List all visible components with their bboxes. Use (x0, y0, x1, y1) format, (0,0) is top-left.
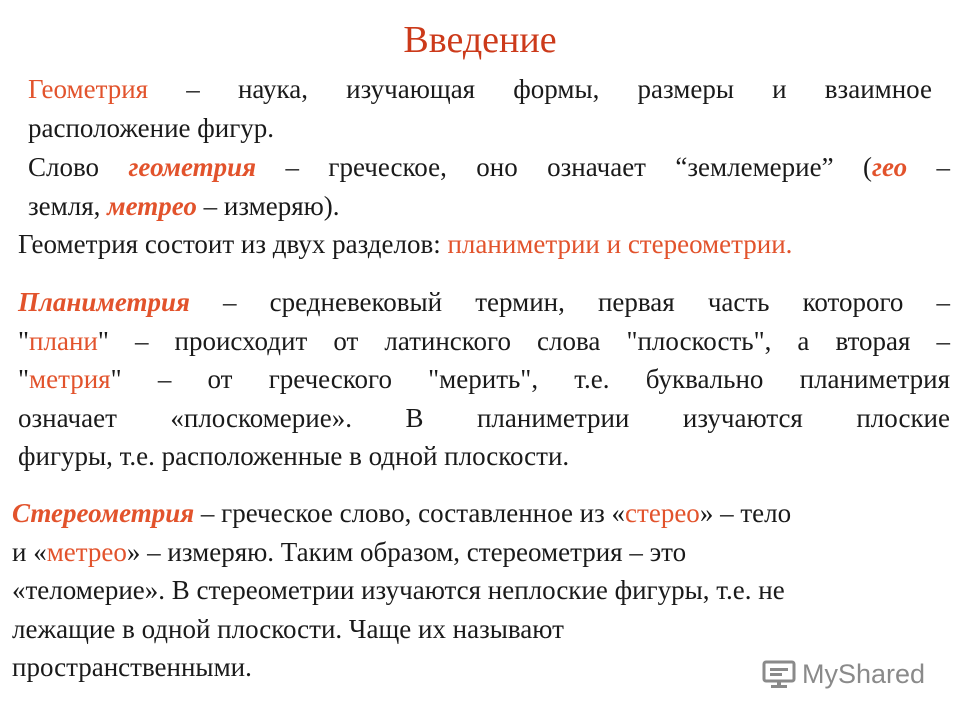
text-fragment: » – измеряю. Таким образом, стереометрия – это (126, 536, 687, 567)
term-geometry: Геометрия (28, 74, 149, 104)
mysharred-watermark (762, 654, 925, 694)
text-line: означает «плоскомерие». В планиметрии изучаются плоские (18, 402, 950, 433)
term-stereo: стерео (625, 498, 700, 528)
text-line: фигуры, т.е. расположенные в одной плоскости. (18, 441, 570, 471)
text-fragment: – наука, изучающая формы, размеры и взаимное (148, 74, 932, 104)
watermark-text: MyShared (802, 658, 926, 689)
text-fragment: » – тело (699, 498, 792, 528)
text-line: «теломерие». В стереометрии изучаются неплоские фигуры, т.е. не (12, 575, 785, 605)
text-fragment: " – происходит от латинского слова "плоскость", а вторая – (97, 325, 950, 356)
text-fragment: – измеряю). (196, 190, 340, 221)
text-line (12, 533, 936, 572)
text-line (12, 494, 936, 533)
term-planimetriya: Планиметрия (18, 287, 190, 317)
text-fragment: Геометрия состоит из двух разделов: (18, 229, 448, 259)
definition-planimetry (18, 283, 950, 476)
text-fragment: – (907, 152, 951, 182)
term-metreo: метрео (107, 190, 197, 221)
text-line (18, 360, 950, 399)
etymology-geometry (28, 148, 950, 225)
text-line (28, 187, 950, 226)
text-fragment: " (18, 364, 30, 394)
term-stereometriya: Стереометрия (12, 498, 195, 528)
text-line (28, 148, 950, 187)
text-fragment: земля, (28, 190, 108, 221)
text-fragment: – греческое, оно означает “землемерие” ( (256, 152, 872, 182)
term-metreo-2: метрео (46, 536, 127, 567)
text-fragment: Слово (28, 152, 129, 182)
term-plani: плани (29, 325, 98, 356)
text-line (18, 225, 948, 264)
sections-sentence (18, 225, 948, 264)
text-fragment: – средневековый термин, первая часть которого – (189, 287, 950, 317)
text-line (18, 322, 950, 361)
slide-title: Введение (403, 19, 557, 61)
presentation-icon (762, 659, 796, 689)
text-fragment: и « (12, 536, 47, 567)
text-line (18, 283, 950, 322)
text-fragment: – греческое слово, составленное из « (194, 498, 626, 528)
text-line: пространственными. (12, 652, 252, 682)
text-line (28, 70, 932, 109)
text-fragment: " (18, 325, 30, 356)
text-line: расположение фигур. (28, 112, 275, 143)
definition-geometry (28, 70, 932, 147)
sections-highlight: планиметрии и стереометрии. (447, 229, 793, 259)
text-fragment: " – от греческого "мерить", т.е. буквально планиметрия (110, 364, 950, 394)
term-geometriya: геометрия (128, 152, 257, 182)
text-line: лежащие в одной плоскости. Чаще их называют (12, 613, 564, 644)
term-metriya: метрия (29, 364, 111, 394)
term-geo: гео (871, 152, 908, 182)
